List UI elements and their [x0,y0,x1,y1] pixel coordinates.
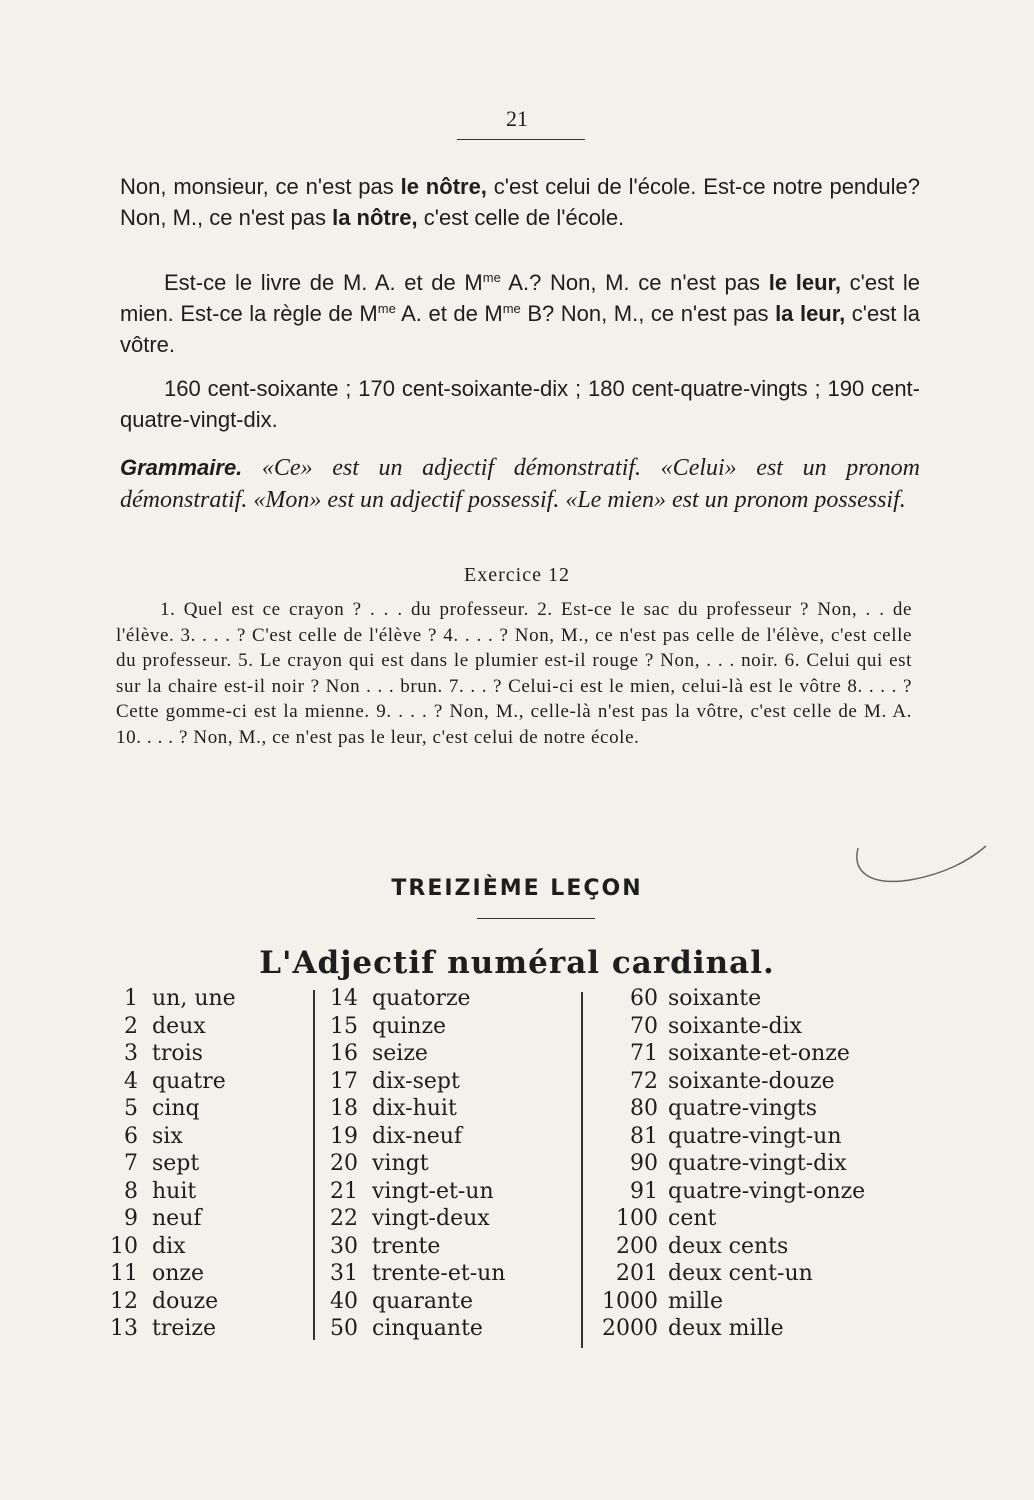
number-word: soixante-et-onze [668,1041,850,1066]
number-row [322,1068,505,1096]
number-value: 80 [630,1096,658,1121]
number-word: dix-sept [372,1068,460,1094]
number-word: soixante [668,986,762,1011]
number-row [100,1260,236,1288]
number-value: 40 [330,1288,358,1314]
number-row [594,1150,865,1178]
number-word: dix-huit [372,1096,457,1121]
number-word: vingt-et-un [372,1178,494,1204]
number-word: neuf [152,1206,202,1231]
number-value: 30 [330,1233,358,1259]
number-value: 72 [630,1068,658,1094]
number-word: trente [372,1233,441,1259]
number-word: cent [668,1206,717,1231]
number-word: un, une [152,986,236,1011]
number-row [594,1260,865,1288]
number-value: 71 [630,1041,658,1066]
number-table-title: L'Adjectif numéral cardinal. [259,945,775,981]
number-value: 15 [330,1013,358,1039]
number-row [100,1205,236,1233]
number-word: quinze [372,1013,447,1039]
number-value: 11 [110,1261,138,1286]
number-value: 7 [124,1151,138,1176]
number-word: quatre-vingt-dix [668,1151,847,1176]
number-row [594,1205,865,1233]
number-value: 70 [630,1013,658,1039]
number-value: 201 [616,1261,658,1286]
number-value: 2 [124,1013,138,1039]
number-value: 90 [630,1151,658,1176]
number-value: 100 [616,1206,658,1231]
exercise-title: Exercice 12 [464,564,570,586]
number-word: quarante [372,1288,474,1314]
lesson-title-rule [477,918,595,919]
number-row [322,1205,505,1233]
number-row [100,1123,236,1151]
number-row [594,1095,865,1123]
number-word: vingt-deux [372,1206,490,1231]
number-word: dix [152,1233,186,1259]
number-row [100,985,236,1013]
number-word: soixante-douze [668,1068,835,1094]
number-word: dix-neuf [372,1123,463,1149]
number-value: 81 [630,1123,658,1149]
number-word: soixante-dix [668,1013,803,1039]
number-word: sept [152,1151,200,1176]
exercise-body: 1. Quel est ce crayon ? . . . du professeur. 2. Est-ce le sac du professeur ? Non, . . de l'élève. 3. . . . ? C'est celle de l'élève ? 4. . . . ? Non, M., ce n'est pas celle de l'élève, c'est celle du professeur. 5. Le crayon qui est dans le plumier est-il rouge ? Non, . . . noir. 6. Celui qui est sur la chaire est-il noir ? Non . . . brun. 7. . . ? Celui-ci est le mien, celui-là est le vôtre 8. . . . ? Cette gomme-ci est la mienne. 9. . . . ? Non, M., celle-là n'est pas la vôtre, c'est celle de M. A. 10. . . . ? Non, M., ce n'est pas le leur, c'est celui de notre école. [116,599,912,748]
number-value: 91 [630,1178,658,1204]
number-value: 14 [330,986,358,1011]
number-value: 18 [330,1096,358,1121]
number-column-3 [594,985,865,1343]
lesson-title: TREIZIÈME LEÇON [391,876,643,901]
table-column-divider [313,990,315,1340]
paragraph-possessive-notre: Non, monsieur, ce n'est pas le nôtre, c'est celui de l'école. Est-ce notre pendule? Non, M., ce n'est pas la nôtre, c'est celle de l'école. [120,174,921,230]
number-word: deux [152,1013,206,1039]
number-word: quatorze [372,986,471,1011]
number-row [100,1178,236,1206]
page-number: 21 [506,106,528,131]
number-word: quatre-vingts [668,1096,818,1121]
number-value: 200 [616,1233,658,1259]
number-value: 13 [110,1316,138,1341]
number-value: 1 [124,986,138,1011]
number-word: cinq [152,1096,200,1121]
number-row [594,1040,865,1068]
number-row [594,1288,865,1316]
page-number-rule [457,139,585,140]
number-row [594,985,865,1013]
number-value: 22 [330,1206,358,1231]
number-row [100,1288,236,1316]
number-word: onze [152,1261,205,1286]
number-row [594,1178,865,1206]
number-word: douze [152,1288,219,1314]
number-value: 10 [110,1233,138,1259]
number-value: 19 [330,1123,358,1149]
number-row [322,1150,505,1178]
number-row [594,1068,865,1096]
number-word: trente-et-un [372,1261,506,1286]
number-word: quatre [152,1068,226,1094]
number-row [322,1095,505,1123]
number-row [322,1315,505,1343]
number-row [322,1260,505,1288]
number-value: 60 [630,986,658,1011]
number-value: 17 [330,1068,358,1094]
table-column-divider [581,992,583,1348]
number-word: vingt [372,1151,429,1176]
number-value: 31 [330,1261,358,1286]
number-value: 16 [330,1041,358,1066]
number-value: 3 [124,1041,138,1066]
number-word: quatre-vingt-onze [668,1178,866,1204]
number-value: 1000 [602,1288,658,1314]
number-value: 12 [110,1288,138,1314]
number-column-2 [322,985,505,1343]
number-row [322,1288,505,1316]
number-row [322,1123,505,1151]
number-value: 6 [124,1123,138,1149]
number-row [100,1233,236,1261]
number-value: 8 [124,1178,138,1204]
number-value: 9 [124,1206,138,1231]
number-word: trois [152,1041,203,1066]
grammar-note [120,452,920,516]
number-value: 21 [330,1178,358,1204]
number-row [100,1095,236,1123]
number-word: huit [152,1178,197,1204]
number-row [100,1150,236,1178]
number-word: deux cents [668,1233,789,1259]
number-row [594,1315,865,1343]
number-row [322,985,505,1013]
number-word: quatre-vingt-un [668,1123,842,1149]
grammar-text: «Ce» est un adjectif démonstratif. «Celui» est un pronom démonstratif. «Mon» est un adjectif possessif. «Le mien» est un pronom possessif. [120,455,920,513]
number-word: seize [372,1041,428,1066]
number-word: treize [152,1316,217,1341]
paragraph-possessive-leur: Est-ce le livre de M. A. et de $M^{me}$ A.? Non, M. ce n'est pas le leur, c'est le mien. Est-ce la règle de $M^{me}$ A. et de $M^{me}$ B? Non, M., ce n'est pas la leur, c'est la vôtre. [120,270,920,357]
number-row [100,1068,236,1096]
number-value: 50 [330,1316,358,1341]
number-row [100,1013,236,1041]
number-word: mille [668,1288,723,1314]
number-word: cinquante [372,1316,483,1341]
number-row [322,1040,505,1068]
number-value: 5 [124,1096,138,1121]
grammar-label: Grammaire. [120,455,243,480]
number-row [594,1233,865,1261]
number-word: deux cent-un [668,1261,813,1286]
number-row [322,1178,505,1206]
number-word: six [152,1123,183,1149]
number-word: deux mille [668,1316,784,1341]
number-value: 2000 [602,1316,658,1341]
number-row [100,1315,236,1343]
number-value: 4 [124,1068,138,1094]
number-row [594,1013,865,1041]
number-row [322,1013,505,1041]
number-row [594,1123,865,1151]
paragraph-numbers-160-190: 160 cent-soixante ; 170 cent-soixante-dix ; 180 cent-quatre-vingts ; 190 cent-quatre-vingt-dix. [120,376,920,432]
number-row [100,1040,236,1068]
number-row [322,1233,505,1261]
number-column-1 [100,985,236,1343]
number-value: 20 [330,1151,358,1176]
